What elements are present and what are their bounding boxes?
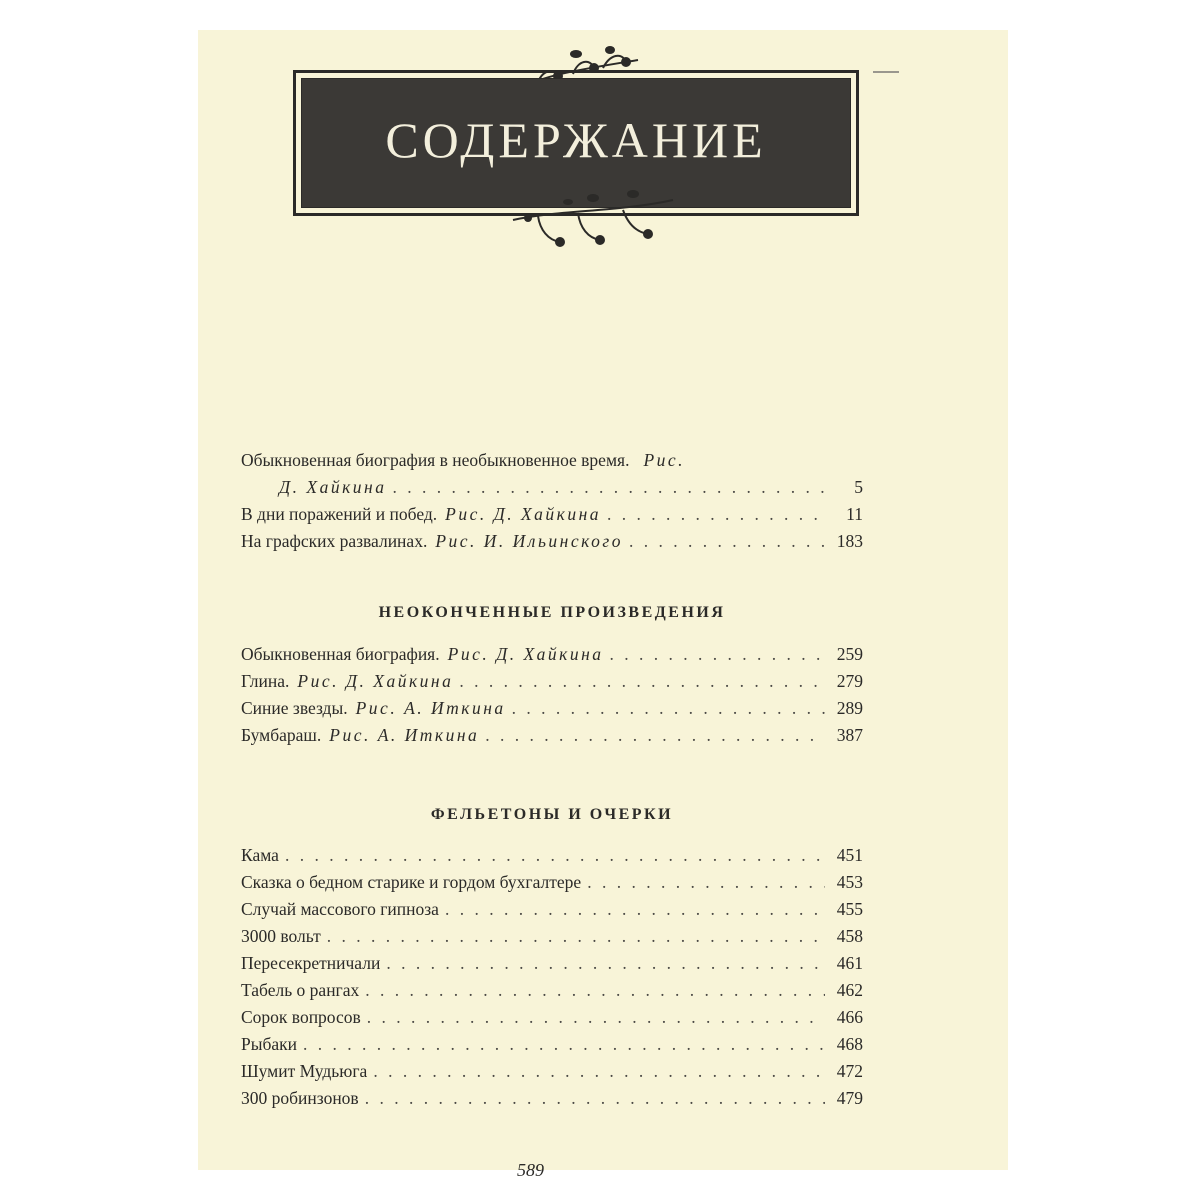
entry-title: В дни поражений и побед. bbox=[241, 504, 438, 524]
toc-entry[interactable] bbox=[241, 980, 863, 1007]
entry-page: 183 bbox=[836, 531, 863, 551]
entry-illustrator: Рис. Д. Хайкина bbox=[447, 644, 604, 664]
page-number: 589 bbox=[517, 1160, 544, 1180]
entry-page: 479 bbox=[836, 1088, 863, 1108]
entry-title: Табель о рангах bbox=[241, 980, 360, 1000]
entry-page: 458 bbox=[836, 926, 863, 946]
entry-title: Случай массового гипноза bbox=[241, 899, 439, 919]
entry-title: Шумит Мудьюга bbox=[241, 1061, 368, 1081]
toc-section-2 bbox=[241, 644, 863, 752]
entry-page: 466 bbox=[836, 1007, 863, 1027]
entry-title: Обыкновенная биография. bbox=[241, 644, 440, 664]
toc-entry[interactable] bbox=[241, 644, 863, 671]
toc-entry[interactable] bbox=[241, 698, 863, 725]
entry-page: 462 bbox=[836, 980, 863, 1000]
entry-title: Рыбаки bbox=[241, 1034, 298, 1054]
entry-page: 5 bbox=[854, 477, 863, 497]
entry-page: 453 bbox=[836, 872, 863, 892]
toc-entry[interactable] bbox=[241, 1007, 863, 1034]
toc-entry[interactable] bbox=[241, 531, 863, 558]
toc-section-1 bbox=[241, 450, 863, 558]
section-heading: НЕОКОНЧЕННЫЕ ПРОИЗВЕДЕНИЯ bbox=[378, 604, 726, 621]
toc-entry[interactable] bbox=[241, 926, 863, 953]
toc-entry[interactable] bbox=[241, 1034, 863, 1061]
entry-title: Кама bbox=[241, 845, 279, 865]
page-mark bbox=[873, 62, 899, 68]
entry-page: 461 bbox=[836, 953, 863, 973]
entry-page: 468 bbox=[836, 1034, 863, 1054]
entry-title: Сорок вопросов bbox=[241, 1007, 361, 1027]
toc-entry[interactable] bbox=[241, 450, 863, 477]
toc-entry[interactable] bbox=[241, 1088, 863, 1115]
entry-page: 259 bbox=[836, 644, 863, 664]
entry-title: На графских развалинах. bbox=[241, 531, 428, 551]
entry-title: Бумбараш. bbox=[241, 725, 322, 745]
toc-entry[interactable] bbox=[241, 872, 863, 899]
entry-page: 472 bbox=[836, 1061, 863, 1081]
toc-entry[interactable] bbox=[241, 671, 863, 698]
toc-entry[interactable] bbox=[241, 725, 863, 752]
entry-title: Обыкновенная биография в необыкновенное время. bbox=[241, 450, 630, 470]
entry-illustrator: Рис. Д. Хайкина bbox=[445, 504, 602, 524]
entry-page: 387 bbox=[836, 725, 863, 745]
entry-page: 11 bbox=[846, 504, 863, 524]
entry-page: 289 bbox=[836, 698, 863, 718]
entry-page: 451 bbox=[836, 845, 863, 865]
toc-entry[interactable] bbox=[241, 1061, 863, 1088]
entry-title: Синие звезды. bbox=[241, 698, 348, 718]
entry-page: 279 bbox=[836, 671, 863, 691]
entry-title: 300 робинзонов bbox=[241, 1088, 359, 1108]
entry-illustrator: Рис. И. Ильинского bbox=[435, 531, 623, 551]
entry-page: 455 bbox=[836, 899, 863, 919]
toc-entry[interactable] bbox=[241, 845, 863, 872]
section-heading: ФЕЛЬЕТОНЫ И ОЧЕРКИ bbox=[430, 806, 674, 823]
bottom-floral-ornament bbox=[508, 180, 678, 260]
toc-entry[interactable] bbox=[241, 504, 863, 531]
toc-section-3 bbox=[241, 845, 863, 1115]
entry-title: Сказка о бедном старике и гордом бухгалтере bbox=[241, 872, 582, 892]
entry-title: Пересекретничали bbox=[241, 953, 381, 973]
page-title: СОДЕРЖАНИЕ bbox=[385, 112, 767, 168]
entry-title: Глина. bbox=[241, 671, 290, 691]
entry-illustrator: Рис. Д. Хайкина bbox=[297, 671, 454, 691]
entry-illustrator: Д. Хайкина bbox=[279, 477, 387, 497]
toc-entry[interactable] bbox=[241, 953, 863, 980]
book-page bbox=[198, 30, 1008, 1180]
toc-entry[interactable] bbox=[241, 899, 863, 926]
entry-title: 3000 вольт bbox=[241, 926, 321, 946]
entry-illustrator: Рис. А. Иткина bbox=[355, 698, 506, 718]
entry-illustrator: Рис. bbox=[643, 450, 686, 470]
entry-illustrator: Рис. А. Иткина bbox=[329, 725, 480, 745]
toc-entry-continuation[interactable] bbox=[241, 477, 863, 504]
